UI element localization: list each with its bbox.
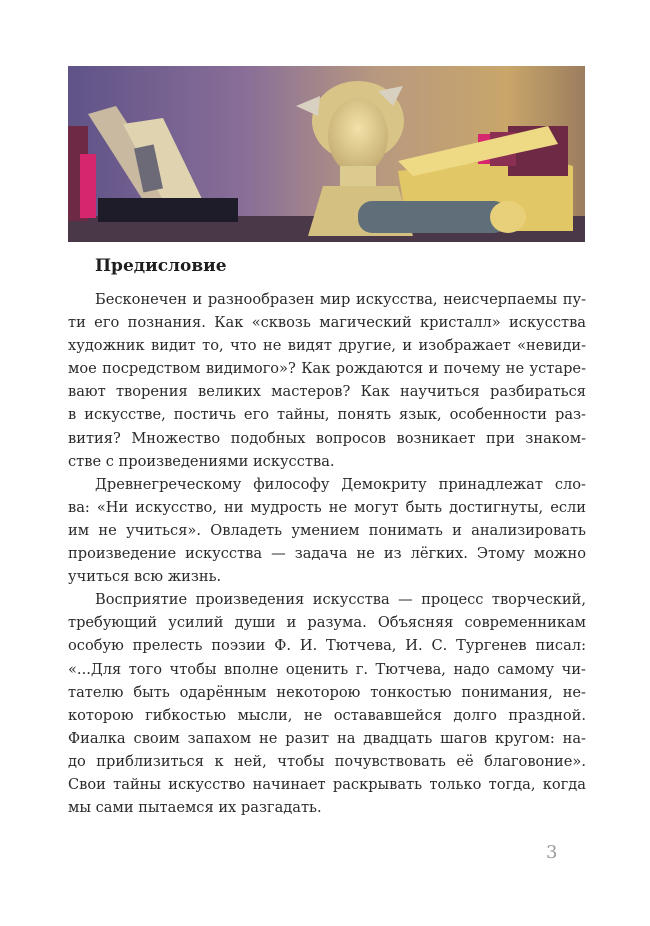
text-line: которою гибкостью мысли, не остававшейся долго праздной. — [68, 706, 586, 724]
text-line: Бесконечен и разнообразен мир искусства, неисчерпаемы пу- — [95, 291, 586, 308]
text-line: ва: «Ни искусство, ни мудрость не могут быть достигнуты, если — [68, 498, 586, 516]
section-heading: Предисловие — [95, 256, 227, 276]
still-life-illustration — [68, 66, 585, 242]
text-line: произведение искусства — задача не из лёгких. Этому можно — [68, 545, 586, 563]
text-line: «...Для того чтобы вполне оценить г. Тютчева, надо самому чи- — [68, 660, 586, 678]
text-line: Восприятие произведения искусства — процесс творческий, — [95, 591, 586, 609]
text-line: художник видит то, что не видят другие, и изображает «невиди- — [68, 337, 586, 355]
text-line: ти его познания. Как «сквозь магический кристалл» искусства — [68, 314, 586, 332]
text-line: в искусстве, постичь его тайны, понять язык, особенности раз- — [68, 406, 586, 424]
text-line: Фиалка своим запахом не разит на двадцать шагов кругом: на- — [68, 729, 586, 747]
text-line: вают творения великих мастеров? Как научиться разбираться — [68, 383, 586, 401]
text-line: учиться всю жизнь. — [68, 568, 222, 586]
text-line: вития? Множество подобных вопросов возникает при знаком- — [68, 429, 586, 447]
paragraph-3 — [68, 588, 586, 819]
text-line: стве с произведениями искусства. — [68, 452, 335, 470]
text-line: им не учиться». Овладеть умением понимать и анализировать — [68, 521, 586, 539]
text-line: Свои тайны искусство начинает раскрывать только тогда, когда — [68, 775, 586, 793]
text-line: мы сами пытаемся их разгадать. — [68, 799, 322, 817]
page-number: 3 — [546, 842, 558, 863]
text-line: до приблизиться к ней, чтобы почувствовать её благовоние». — [68, 752, 586, 770]
text-line: Древнегреческому философу Демокриту принадлежат сло- — [95, 475, 586, 493]
text-line: мое посредством видимого»? Как рождаются и почему не устаре- — [68, 360, 586, 378]
preface-body — [68, 288, 586, 819]
text-line: требующий усилий души и разума. Объясняя современникам — [68, 614, 586, 632]
paragraph-2 — [68, 473, 586, 588]
text-line: особую прелесть поэзии Ф. И. Тютчева, И. С. Тургенев писал: — [68, 637, 586, 655]
text-line: тателю быть одарённым некоторою тонкостью понимания, не- — [68, 683, 586, 701]
paragraph-1 — [68, 288, 586, 473]
still-life-painting-image — [68, 66, 585, 242]
